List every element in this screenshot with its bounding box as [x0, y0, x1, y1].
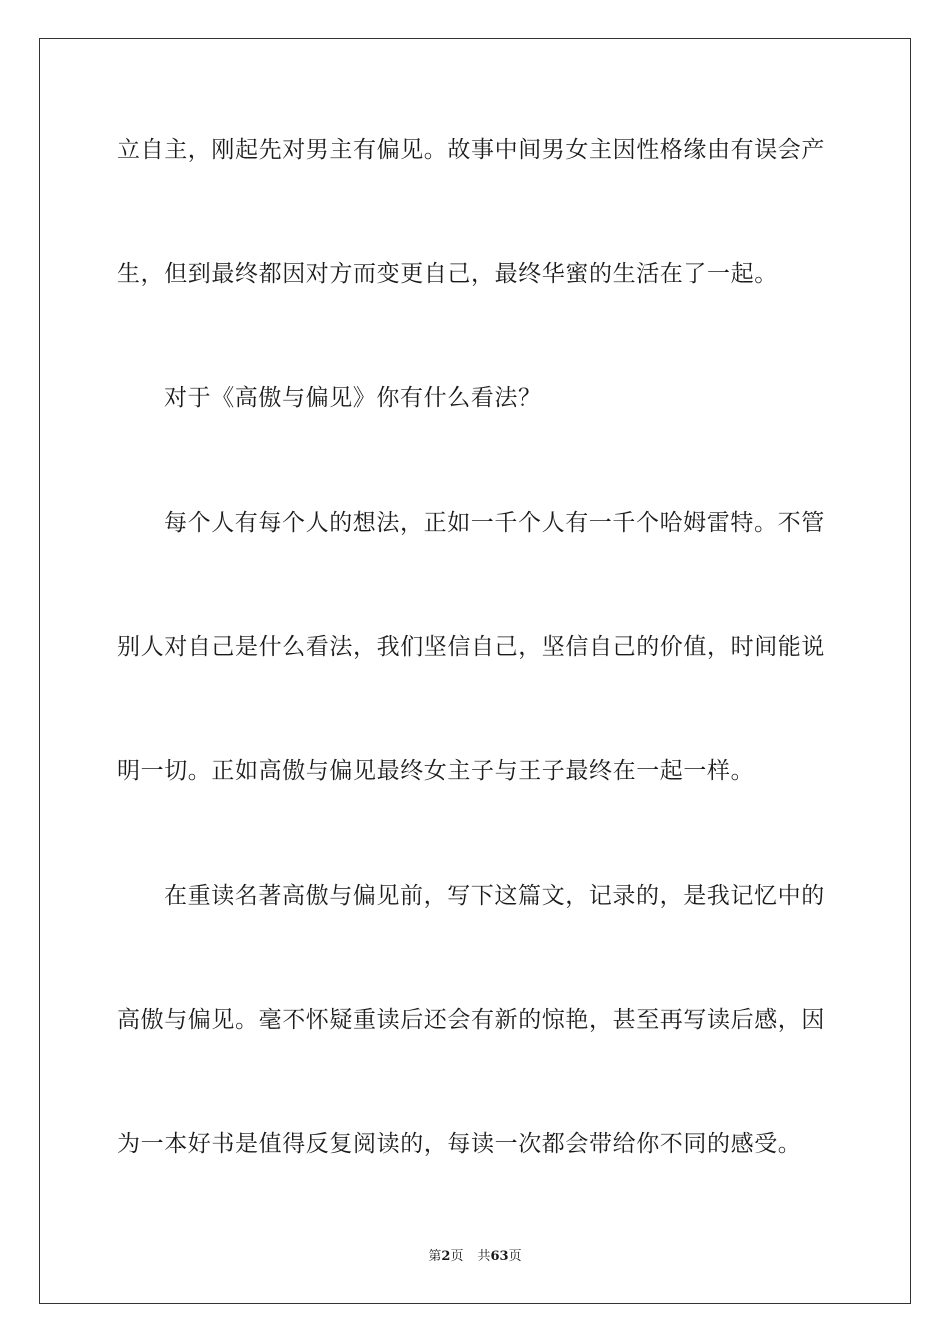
page-suffix: 页 [450, 1249, 464, 1264]
page-prefix: 第 [428, 1249, 442, 1264]
text-line-2: 生，但到最终都因对方而变更自己，最终华蜜的生活在了一起。 [117, 261, 778, 287]
total-pages: 63 [490, 1249, 509, 1264]
text-line-1: 立自主，刚起先对男主有偏见。故事中间男女主因性格缘由有误会产 [117, 137, 825, 163]
text-line-7: 在重读名著高傲与偏见前，写下这篇文，记录的，是我记忆中的 [164, 883, 825, 909]
text-line-3: 对于《高傲与偏见》你有什么看法？ [164, 385, 542, 411]
total-prefix: 共 [477, 1249, 491, 1264]
text-line-5: 别人对自己是什么看法，我们坚信自己，坚信自己的价值，时间能说 [117, 634, 825, 660]
text-line-4: 每个人有每个人的想法，正如一千个人有一千个哈姆雷特。不管 [164, 510, 825, 536]
page-number: 2 [441, 1249, 451, 1264]
page-border [39, 38, 911, 1304]
total-suffix: 页 [508, 1249, 522, 1264]
text-line-8: 高傲与偏见。毫不怀疑重读后还会有新的惊艳，甚至再写读后感，因 [117, 1007, 825, 1033]
text-line-9: 为一本好书是值得反复阅读的，每读一次都会带给你不同的感受。 [117, 1131, 802, 1157]
text-line-6: 明一切。正如高傲与偏见最终女主子与王子最终在一起一样。 [117, 758, 755, 784]
page-footer [0, 1248, 950, 1266]
